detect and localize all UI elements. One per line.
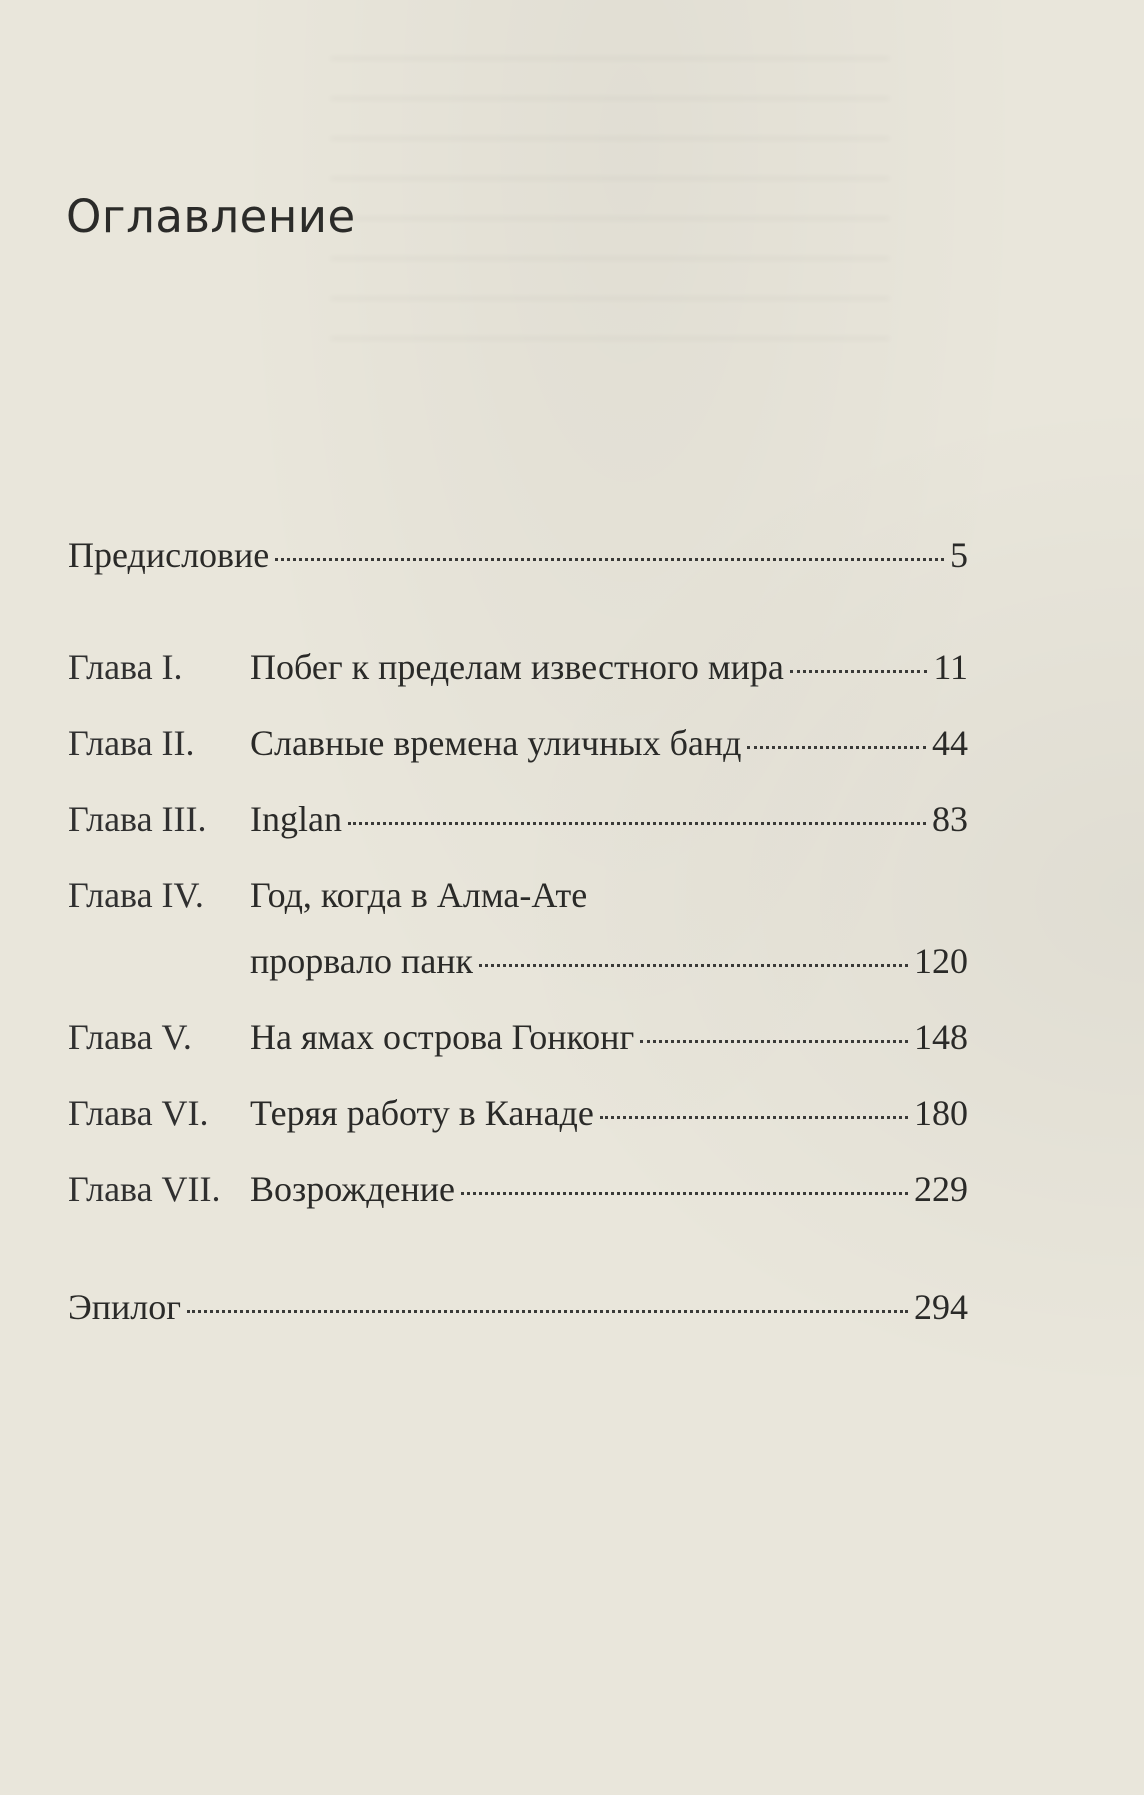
- page-number: 120: [914, 941, 968, 981]
- dot-leader: [479, 964, 908, 967]
- toc-entry-preface[interactable]: [68, 535, 968, 575]
- dot-leader: [640, 1040, 908, 1043]
- page-number: 229: [914, 1169, 968, 1209]
- toc-entry-chapter-7[interactable]: [68, 1169, 968, 1209]
- chapter-label: Глава IV.: [68, 875, 204, 915]
- entry-title: Эпилог: [68, 1287, 182, 1327]
- chapter-label: Глава II.: [68, 723, 195, 763]
- chapter-label: Глава V.: [68, 1017, 192, 1057]
- dot-leader: [461, 1192, 908, 1195]
- toc-entry-chapter-5[interactable]: [68, 1017, 968, 1057]
- entry-title: Побег к пределам известного мира: [250, 647, 784, 687]
- entry-title: Предисловие: [68, 535, 270, 575]
- entry-title: На ямах острова Гонконг: [250, 1017, 635, 1057]
- dot-leader: [790, 670, 927, 673]
- show-through-text: [330, 20, 890, 340]
- entry-title: Возрождение: [250, 1169, 456, 1209]
- page-number: 11: [933, 647, 968, 687]
- page-number: 83: [932, 799, 968, 839]
- toc-entry-chapter-6[interactable]: [68, 1093, 968, 1133]
- chapter-label: Глава III.: [68, 799, 207, 839]
- dot-leader: [600, 1116, 908, 1119]
- toc-entry-chapter-2[interactable]: [68, 723, 968, 763]
- dot-leader: [348, 822, 926, 825]
- page-number: 5: [950, 535, 968, 575]
- toc-entry-chapter-3[interactable]: [68, 799, 968, 839]
- page-number: 44: [932, 723, 968, 763]
- page-number: 148: [914, 1017, 968, 1057]
- dot-leader: [187, 1310, 908, 1313]
- page-title: Оглавление: [66, 190, 356, 243]
- entry-title-line-1: Год, когда в Алма-Ате: [250, 875, 588, 915]
- entry-title-line-2: прорвало панк: [250, 941, 474, 981]
- page-number: 294: [914, 1287, 968, 1327]
- entry-title: Теряя работу в Канаде: [250, 1093, 594, 1133]
- page-number: 180: [914, 1093, 968, 1133]
- chapter-label: Глава I.: [68, 647, 183, 687]
- entry-title: Inglan: [250, 799, 342, 839]
- dot-leader: [275, 558, 944, 561]
- chapter-label: Глава VI.: [68, 1093, 209, 1133]
- dot-leader: [747, 746, 926, 749]
- chapter-label: Глава VII.: [68, 1169, 221, 1209]
- toc-entry-epilogue[interactable]: [68, 1287, 968, 1327]
- toc-entry-chapter-4[interactable]: [68, 875, 968, 981]
- entry-title: Славные времена уличных банд: [250, 723, 742, 763]
- toc-entry-chapter-1[interactable]: [68, 647, 968, 687]
